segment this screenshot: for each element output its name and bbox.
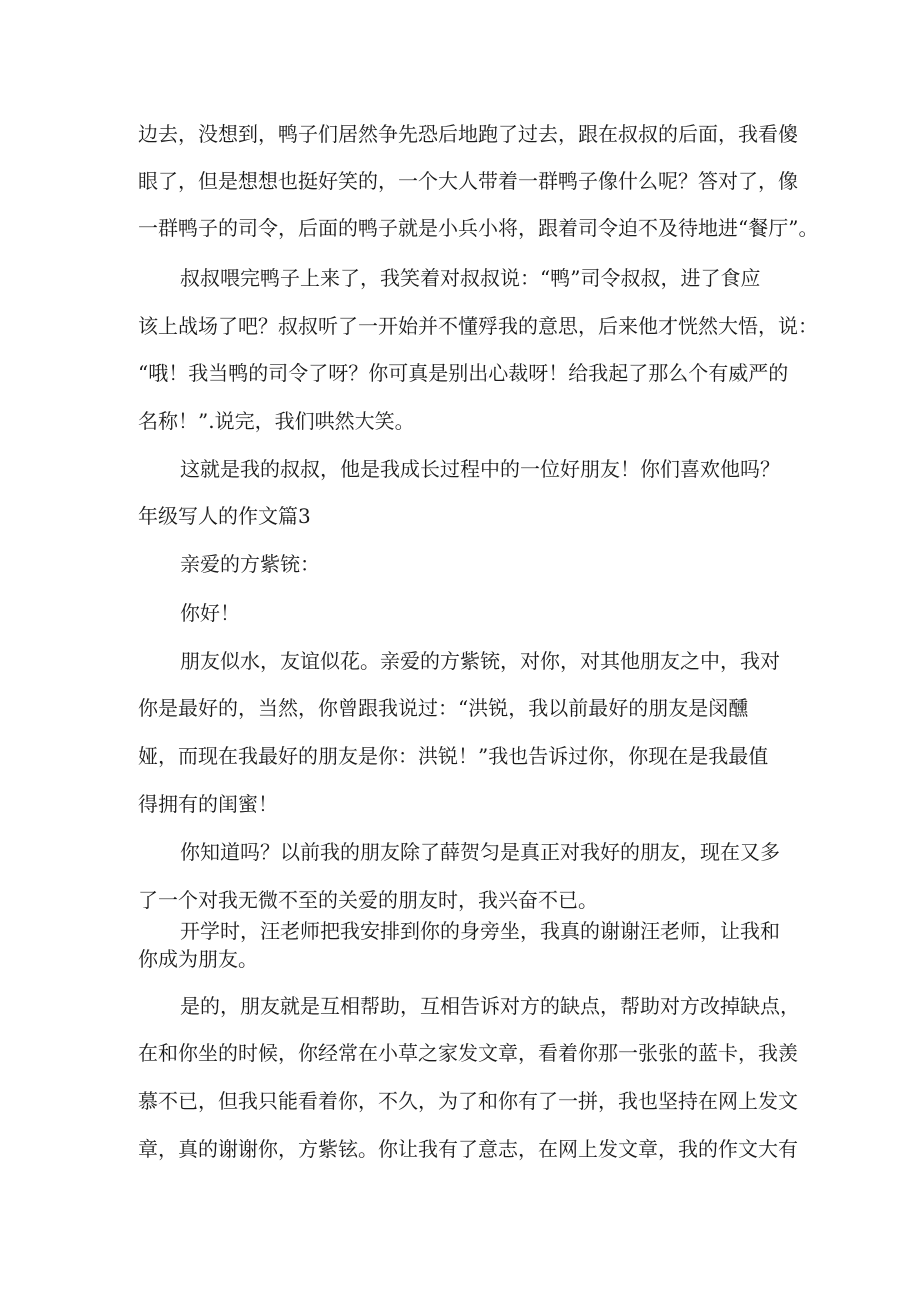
- text-line: 在和你坐的时候，你经常在小草之家发文章，看着你那一张张的蓝卡，我羡: [138, 1041, 798, 1065]
- section-heading: 年级写人的作文篇3: [138, 504, 311, 528]
- text-line: 叔叔喂完鸭子上来了，我笑着对叔叔说：“鸭”司令叔叔，进了食应: [180, 266, 761, 290]
- text-line: 得拥有的闺蜜！: [138, 792, 278, 816]
- text-line: 边去，没想到，鸭子们居然争先恐后地跑了过去，跟在叔叔的后面，我看傻: [138, 122, 798, 146]
- text-line: 章，真的谢谢你，方紫铉。你让我有了意志，在网上发文章，我的作文大有: [138, 1137, 798, 1161]
- text-line: 你成为朋友。: [138, 947, 258, 971]
- text-line: “哦！我当鸭的司令了呀？你可真是别出心裁呀！给我起了那么个有威严的: [138, 361, 789, 385]
- text-line: 你知道吗？以前我的朋友除了薛贺匀是真正对我好的朋友，现在又多: [180, 840, 780, 864]
- text-line: 一群鸭子的司令，后面的鸭子就是小兵小将，跟着司令迫不及待地进“餐厅”。: [138, 216, 819, 240]
- text-line: 娅，而现在我最好的朋友是你：洪锐！”我也告诉过你，你现在是我最值: [138, 744, 769, 768]
- text-line: 了一个对我无微不至的关爱的朋友时，我兴奋不已。: [138, 888, 598, 912]
- text-line: 亲爱的方紫铳：: [180, 552, 320, 576]
- text-line: 你好！: [180, 601, 240, 625]
- text-line: 是的，朋友就是互相帮助，互相告诉对方的缺点，帮助对方改掉缺点，: [180, 994, 800, 1018]
- text-line: 开学时，汪老师把我安排到你的身旁坐，我真的谢谢汪老师，让我和: [180, 919, 780, 943]
- text-line: 这就是我的叔叔，他是我成长过程中的一位好朋友！你们喜欢他吗？: [180, 457, 780, 481]
- text-line: 名称！”.说完，我们哄然大笑。: [138, 409, 415, 433]
- text-line: 你是最好的，当然，你曾跟我说过：“洪锐，我以前最好的朋友是闵醺: [138, 696, 749, 720]
- text-line: 眼了，但是想想也挺好笑的，一个大人带着一群鸭子像什么呢？答对了，像: [138, 169, 798, 193]
- text-line: 该上战场了吧？叔叔听了一开始并不懂殍我的意思，后来他才恍然大悟，说：: [138, 314, 818, 338]
- text-line: 朋友似水，友谊似花。亲爱的方紫铳，对你，对其他朋友之中，我对: [180, 649, 780, 673]
- text-line: 慕不已，但我只能看着你，不久，为了和你有了一拼，我也坚持在网上发文: [138, 1089, 798, 1113]
